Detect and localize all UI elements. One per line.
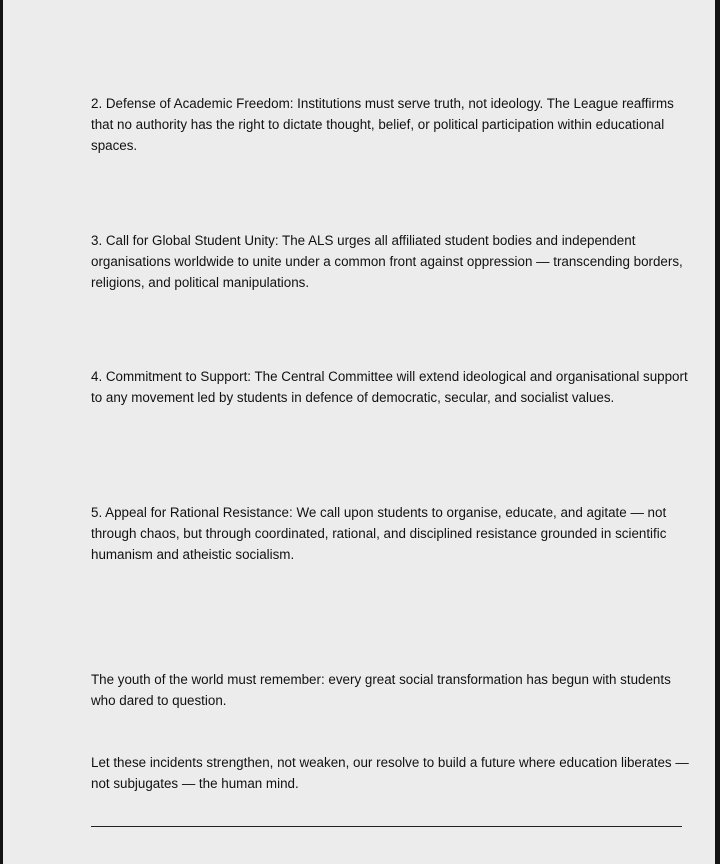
resolution-rational-resistance: 5. Appeal for Rational Resistance: We call upon students to organise, educate, and agitate — not through chaos, but through coordinated, rational, and disciplined resistance grounded in scientific humanism and atheistic socialism. (91, 505, 667, 562)
signature-divider-line (91, 826, 682, 827)
resolution-academic-freedom: 2. Defense of Academic Freedom: Institutions must serve truth, not ideology. The League reaffirms that no authority has the right to dictate thought, belief, or political participation within educational spaces. (91, 96, 674, 153)
closing-statement-youth: The youth of the world must remember: every great social transformation has begun with students who dared to question. (91, 672, 671, 708)
document-page (3, 0, 715, 864)
closing-statement-resolve: Let these incidents strengthen, not weaken, our resolve to build a future where education liberates — not subjugates — the human mind. (91, 755, 689, 791)
resolution-commitment-to-support: 4. Commitment to Support: The Central Committee will extend ideological and organisational support to any movement led by students in defence of democratic, secular, and socialist values. (91, 369, 688, 405)
resolution-global-student-unity: 3. Call for Global Student Unity: The ALS urges all affiliated student bodies and independent organisations worldwide to unite under a common front against oppression — transcending borders, religions, and political manipulations. (91, 233, 683, 290)
